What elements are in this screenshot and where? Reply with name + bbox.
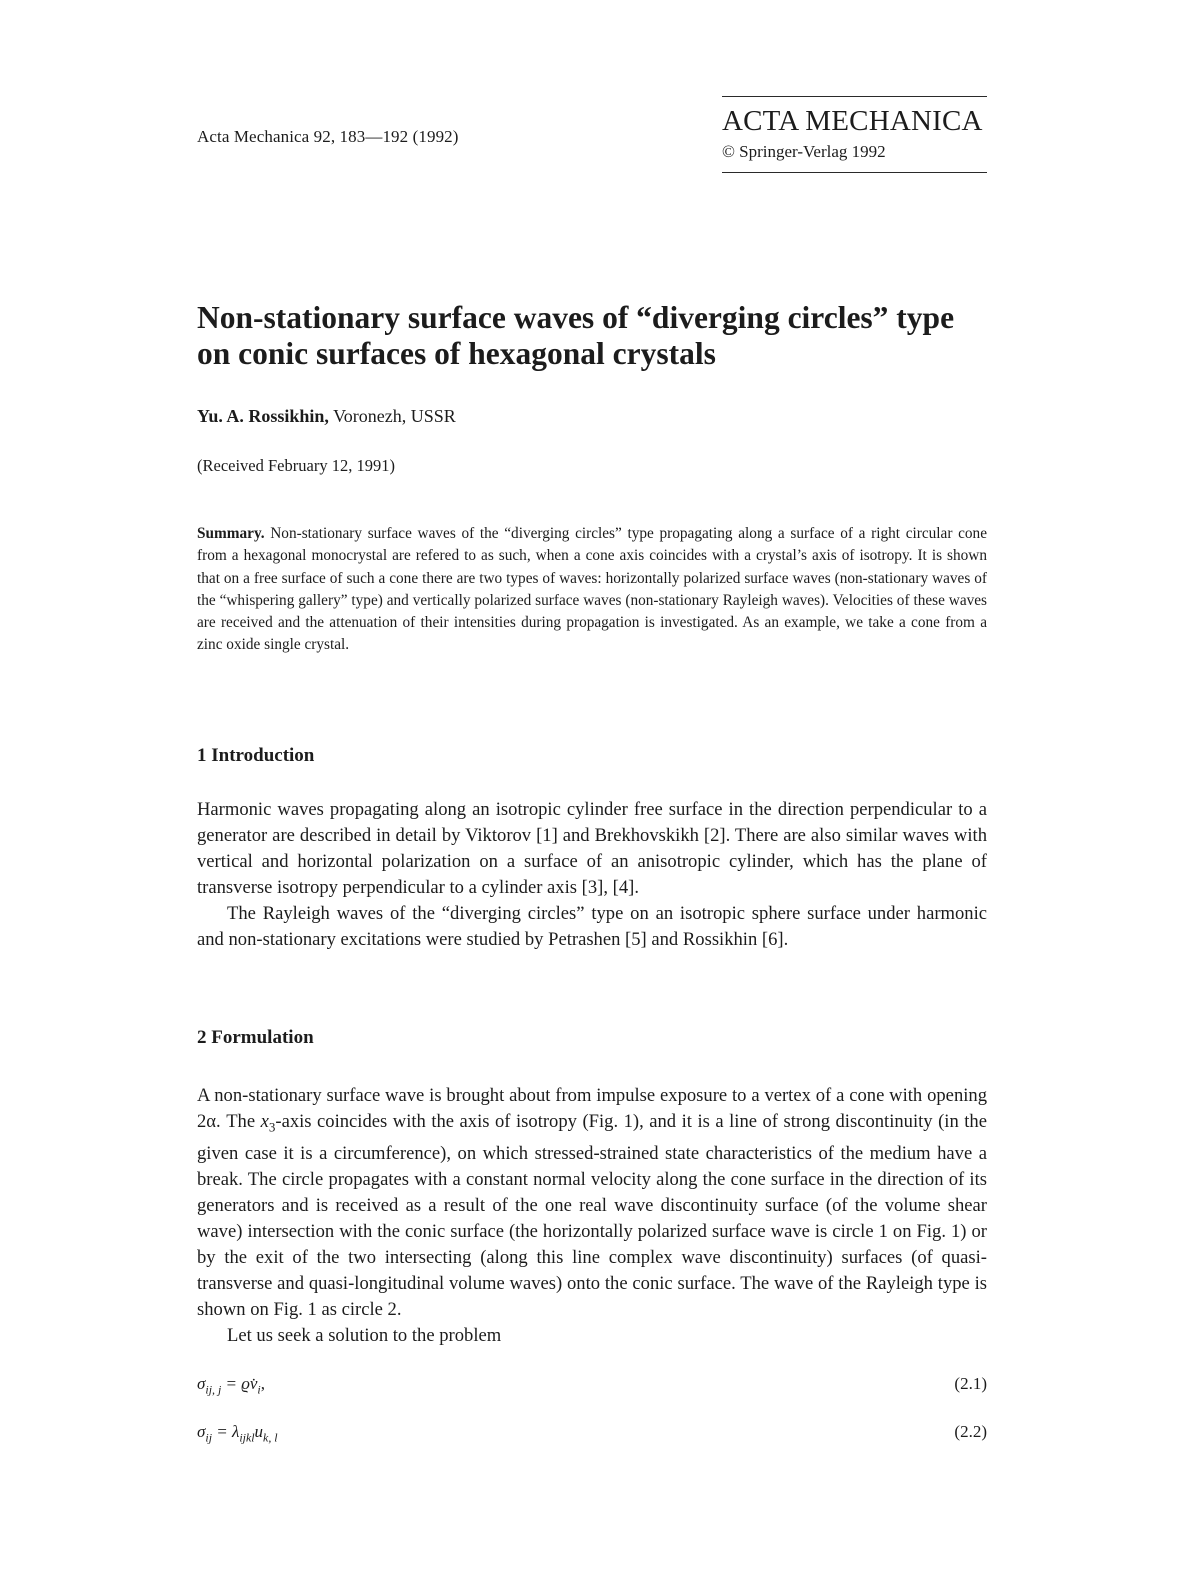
summary-text: Non-stationary surface waves of the “diverging circles” type propagating along a surface of a right circular cone from a hexagonal monocrystal are refered to as such, when a cone axis coincides with a crystal’s axis of isotropy. It is shown that on a free surface of such a cone there are two types of waves: horizontally polarized surface waves (non-stationary waves of the “whispering gallery” type) and vertically polarized surface waves (non-stationary Rayleigh waves). Velocities of these waves are received and the attenuation of their intensities during propagation is investigated. As an example, we take a cone from a zinc oxide single crystal. <box>197 525 987 654</box>
author-line <box>197 406 456 427</box>
bottom-rule <box>722 172 987 173</box>
paragraph: The Rayleigh waves of the “diverging circles” type on an isotropic sphere surface under harmonic and non-stationary excitations were studied by Petrashen [5] and Rossikhin [6]. <box>197 903 987 950</box>
equation-number: (2.1) <box>954 1374 987 1393</box>
equation-lhs: $\sigma_{ij, j}$ <box>197 1374 222 1397</box>
section-heading-introduction: 1 Introduction <box>197 745 315 766</box>
journal-box <box>722 96 987 173</box>
equation-lhs: $\sigma_{ij}$ <box>197 1422 212 1445</box>
summary-label: Summary. <box>197 525 265 542</box>
top-rule <box>722 96 987 97</box>
author-name: Yu. A. Rossikhin, <box>197 406 329 426</box>
text-run: -axis coincides with the axis of isotropy (Fig. 1), and it is a line of strong discontinuity (in the given case it is a circumference), on which stressed-strained state characteristics of the medium have a break. The circle propagates with a constant normal velocity along the cone surface in the direction of its generators and is received as a result of the one real wave discontinuity surface (of the volume shear wave) intersection with the conic surface (the horizontally polarized surface wave is circle 1 on Fig. 1) or by the exit of the two intersecting (along this line complex wave discontinuity) surfaces (of quasi-transverse and quasi-longitudinal volume waves) onto the conic surface. The wave of the Rayleigh type is shown on Fig. 1 as circle 2. <box>197 1111 987 1320</box>
paragraph <box>197 1083 987 1323</box>
paragraph: Harmonic waves propagating along an isotropic cylinder free surface in the direction perpendicular to a generator are described in detail by Viktorov [1] and Brekhovskikh [2]. There are also similar waves with vertical and horizontal polarization on a surface of an anisotropic cylinder, which has the plane of transverse isotropy perpendicular to a cylinder axis [3], [4]. <box>197 799 987 898</box>
summary <box>197 523 987 657</box>
citation: Acta Mechanica 92, 183—192 (1992) <box>197 127 459 146</box>
paper-title: Non-stationary surface waves of “diverging circles” type on conic surfaces of hexagonal crystals <box>197 300 955 371</box>
equation-rhs: = ϱv̇ <box>221 1374 258 1393</box>
paragraph: Let us seek a solution to the problem <box>227 1324 502 1346</box>
copyright: © Springer-Verlag 1992 <box>722 142 886 161</box>
author-affiliation: Voronezh, USSR <box>328 406 456 426</box>
equation-number: (2.2) <box>954 1422 987 1441</box>
subscript: 3 <box>268 1119 276 1135</box>
formulation-body <box>197 1083 987 1349</box>
equation-2-2: $\sigma_{ij} = \lambda_{ijkl}u_{k, l}$ (2.2) <box>197 1422 987 1445</box>
introduction-body <box>197 797 987 953</box>
variable: x <box>260 1111 269 1132</box>
journal-name: ACTA MECHANICA <box>722 105 983 137</box>
section-heading-formulation: 2 Formulation <box>197 1027 314 1048</box>
text-run: A non-stationary surface wave is brought about from impulse exposure to a vertex of a cone with opening 2α. The <box>197 1085 987 1132</box>
equation-rhs: = λ <box>212 1422 240 1441</box>
equation-2-1: $\sigma_{ij, j}$ = $ϱv̇_i$, (2.1) <box>197 1374 987 1397</box>
received-date: (Received February 12, 1991) <box>197 456 395 475</box>
